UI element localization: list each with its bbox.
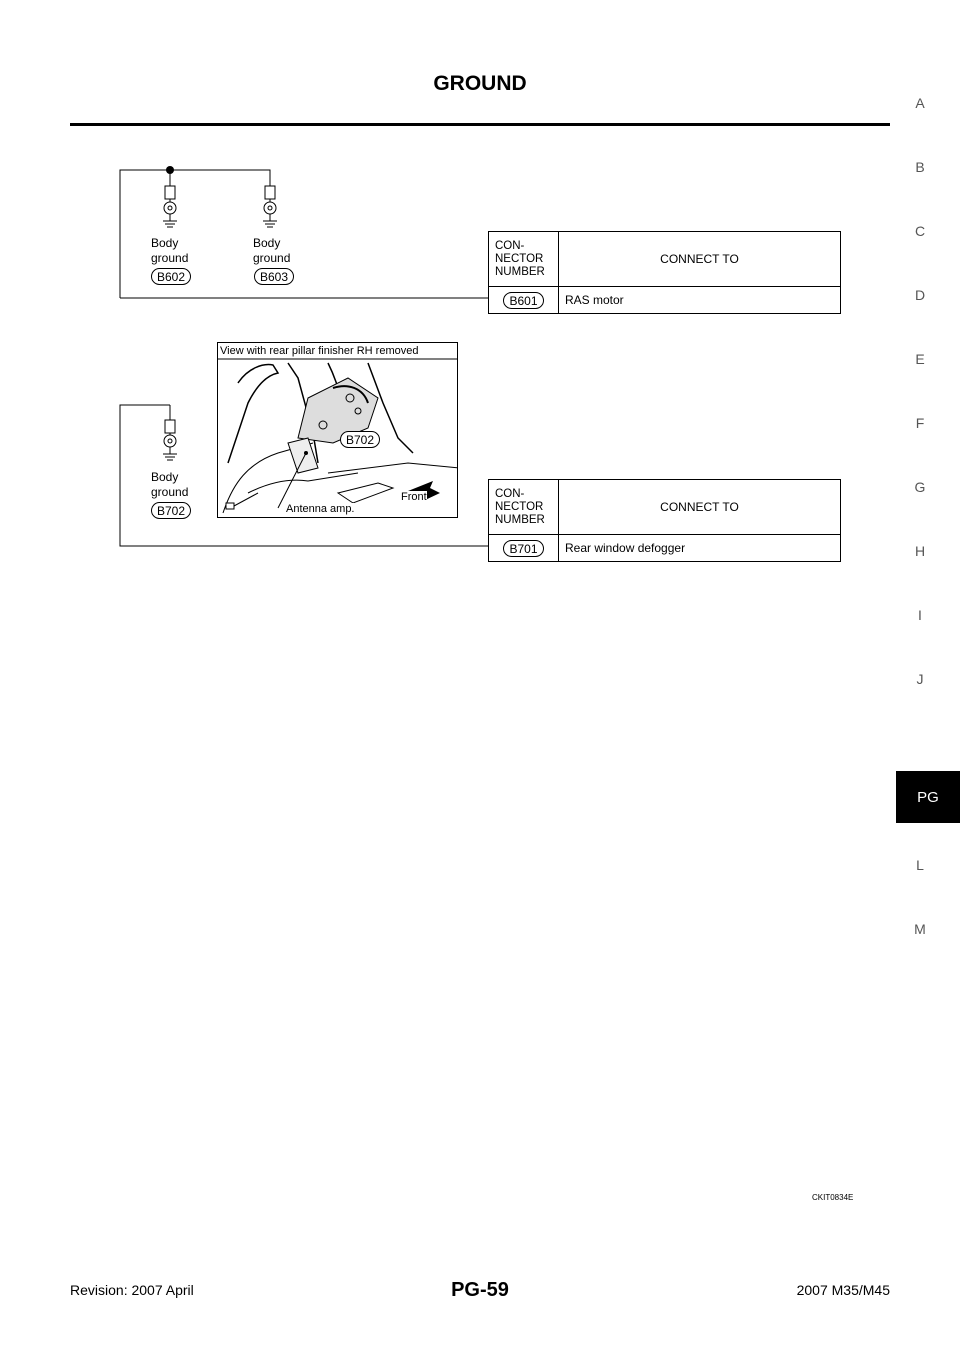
ground-label-1 — [151, 236, 188, 266]
illustration-title: View with rear pillar finisher RH removed — [220, 345, 419, 357]
index-letter-m[interactable]: M — [914, 921, 926, 937]
table-1-header-connect-to: CONNECT TO — [559, 232, 841, 287]
connector-table-2 — [488, 479, 841, 562]
table-1-header-connector: CON- NECTOR NUMBER — [489, 232, 559, 287]
ground-label-2-line2: ground — [253, 251, 291, 265]
connector-tag-b701: B701 — [503, 540, 543, 557]
table-1-cell-connector — [489, 287, 559, 314]
index-letter-f[interactable]: F — [915, 415, 925, 431]
ground-label-2 — [253, 236, 290, 266]
table-2-cell-connect-to: Rear window defogger — [559, 535, 841, 562]
index-letter-i[interactable]: I — [918, 607, 922, 623]
table-1-cell-connect-to: RAS motor — [559, 287, 841, 314]
page-number: PG-59 — [451, 1279, 509, 1301]
footer-revision: Revision: 2007 April — [70, 1282, 194, 1298]
table-2-header-connect-to: CONNECT TO — [559, 480, 841, 535]
index-letter-c[interactable]: C — [914, 223, 926, 239]
connector-tag-b702: B702 — [151, 502, 191, 519]
location-illustration — [217, 342, 458, 518]
index-letter-l[interactable]: L — [916, 857, 924, 873]
index-letter-g[interactable]: G — [914, 479, 926, 495]
figure-code: CKIT0834E — [812, 1193, 854, 1202]
antenna-amp-label: Antenna amp. — [286, 503, 355, 515]
connector-tag-b601: B601 — [503, 292, 543, 309]
page-title: GROUND — [433, 72, 527, 95]
connector-tag-b602: B602 — [151, 268, 191, 285]
index-letter-b[interactable]: B — [915, 159, 925, 175]
table-2-header-connector: CON- NECTOR NUMBER — [489, 480, 559, 535]
index-letter-pg: PG — [917, 788, 939, 806]
footer-model: 2007 M35/M45 — [796, 1282, 890, 1298]
ground-label-3-line2: ground — [151, 485, 189, 499]
front-label: Front — [401, 491, 427, 503]
ground-label-3 — [151, 470, 188, 500]
illustration-tag-b702: B702 — [340, 431, 380, 448]
index-letter-j[interactable]: J — [916, 671, 924, 687]
connector-tag-b603: B603 — [254, 268, 294, 285]
index-letter-h[interactable]: H — [914, 543, 926, 559]
ground-label-2-line1: Body — [253, 236, 281, 250]
table-2-cell-connector — [489, 535, 559, 562]
index-letter-d[interactable]: D — [914, 287, 926, 303]
index-tab-active[interactable] — [896, 771, 960, 823]
ground-label-1-line1: Body — [151, 236, 179, 250]
index-letter-e[interactable]: E — [915, 351, 925, 367]
ground-label-3-line1: Body — [151, 470, 179, 484]
ground-label-1-line2: ground — [151, 251, 189, 265]
connector-table-1 — [488, 231, 841, 314]
index-letter-a[interactable]: A — [915, 95, 925, 111]
